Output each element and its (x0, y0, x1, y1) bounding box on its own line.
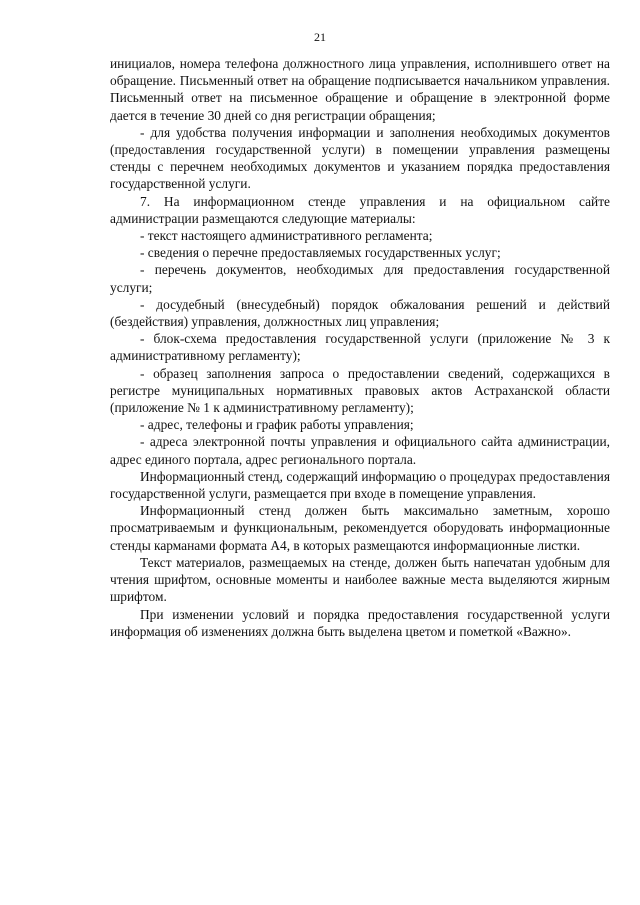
paragraph-font-requirements: Текст материалов, размещаемых на стенде, должен быть напечатан удобным для чтения шрифтом, основные моменты и наиболее важные места выделяются жирным шрифтом. (110, 554, 610, 605)
list-item-request-sample: - образец заполнения запроса о предоставлении сведений, содержащихся в регистре муниципальных нормативных правовых актов Астраханской области (приложение № 1 к административному регламенту); (110, 365, 610, 416)
list-item-email-portals: - адреса электронной почты управления и официального сайта администрации, адрес единого портала, адрес регионального портала. (110, 434, 610, 467)
paragraph-stand-visibility: Информационный стенд должен быть максимально заметным, хорошо просматриваемым и функциональным, рекомендуется оборудовать информационные стенды карманами формата А4, в которых размещаются информационные листки. (110, 503, 610, 553)
paragraph-important-changes: При изменении условий и порядка предоставления государственной услуги информация об изменениях должна быть выделена цветом и пометкой «Важно». (110, 606, 610, 639)
list-item-flowchart: - блок-схема предоставления государственной услуги (приложение № 3 к административному регламенту); (110, 331, 610, 364)
list-item-regulation-text: - текст настоящего административного регламента; (140, 228, 433, 244)
paragraph-section-7-intro: 7. На информационном стенде управления и на официальном сайте администрации размещаются следующие материалы: (110, 193, 610, 226)
page-number: 21 (314, 30, 326, 44)
list-item-services-list: - сведения о перечне предоставляемых государственных услуг; (140, 245, 501, 261)
paragraph-stand-location: Информационный стенд, содержащий информацию о процедурах предоставления государственной услуги, размещается при входе в помещение управления. (110, 468, 610, 502)
list-item-contacts-schedule: - адрес, телефоны и график работы управления; (140, 417, 414, 433)
list-item-documents-list: - перечень документов, необходимых для предоставления государственной услуги; (110, 262, 610, 295)
list-item-appeal-procedure: - досудебный (внесудебный) порядок обжалования решений и действий (бездействия) управления, должностных лиц управления; (110, 296, 610, 330)
document-body (110, 55, 610, 640)
paragraph-stands-convenience: - для удобства получения информации и заполнения необходимых документов (предоставления государственной услуги) в помещении управления размещены стенды с перечнем необходимых документов и указанием порядка предоставления государственной услуги. (110, 124, 610, 192)
paragraph-response-details: инициалов, номера телефона должностного лица управления, исполнившего ответ на обращение. Письменный ответ на обращение подписывается начальником управления. Письменный ответ на письменное обращение и обращение в электронной форме дается в течение 30 дней со дня регистрации обращения; (110, 56, 610, 123)
